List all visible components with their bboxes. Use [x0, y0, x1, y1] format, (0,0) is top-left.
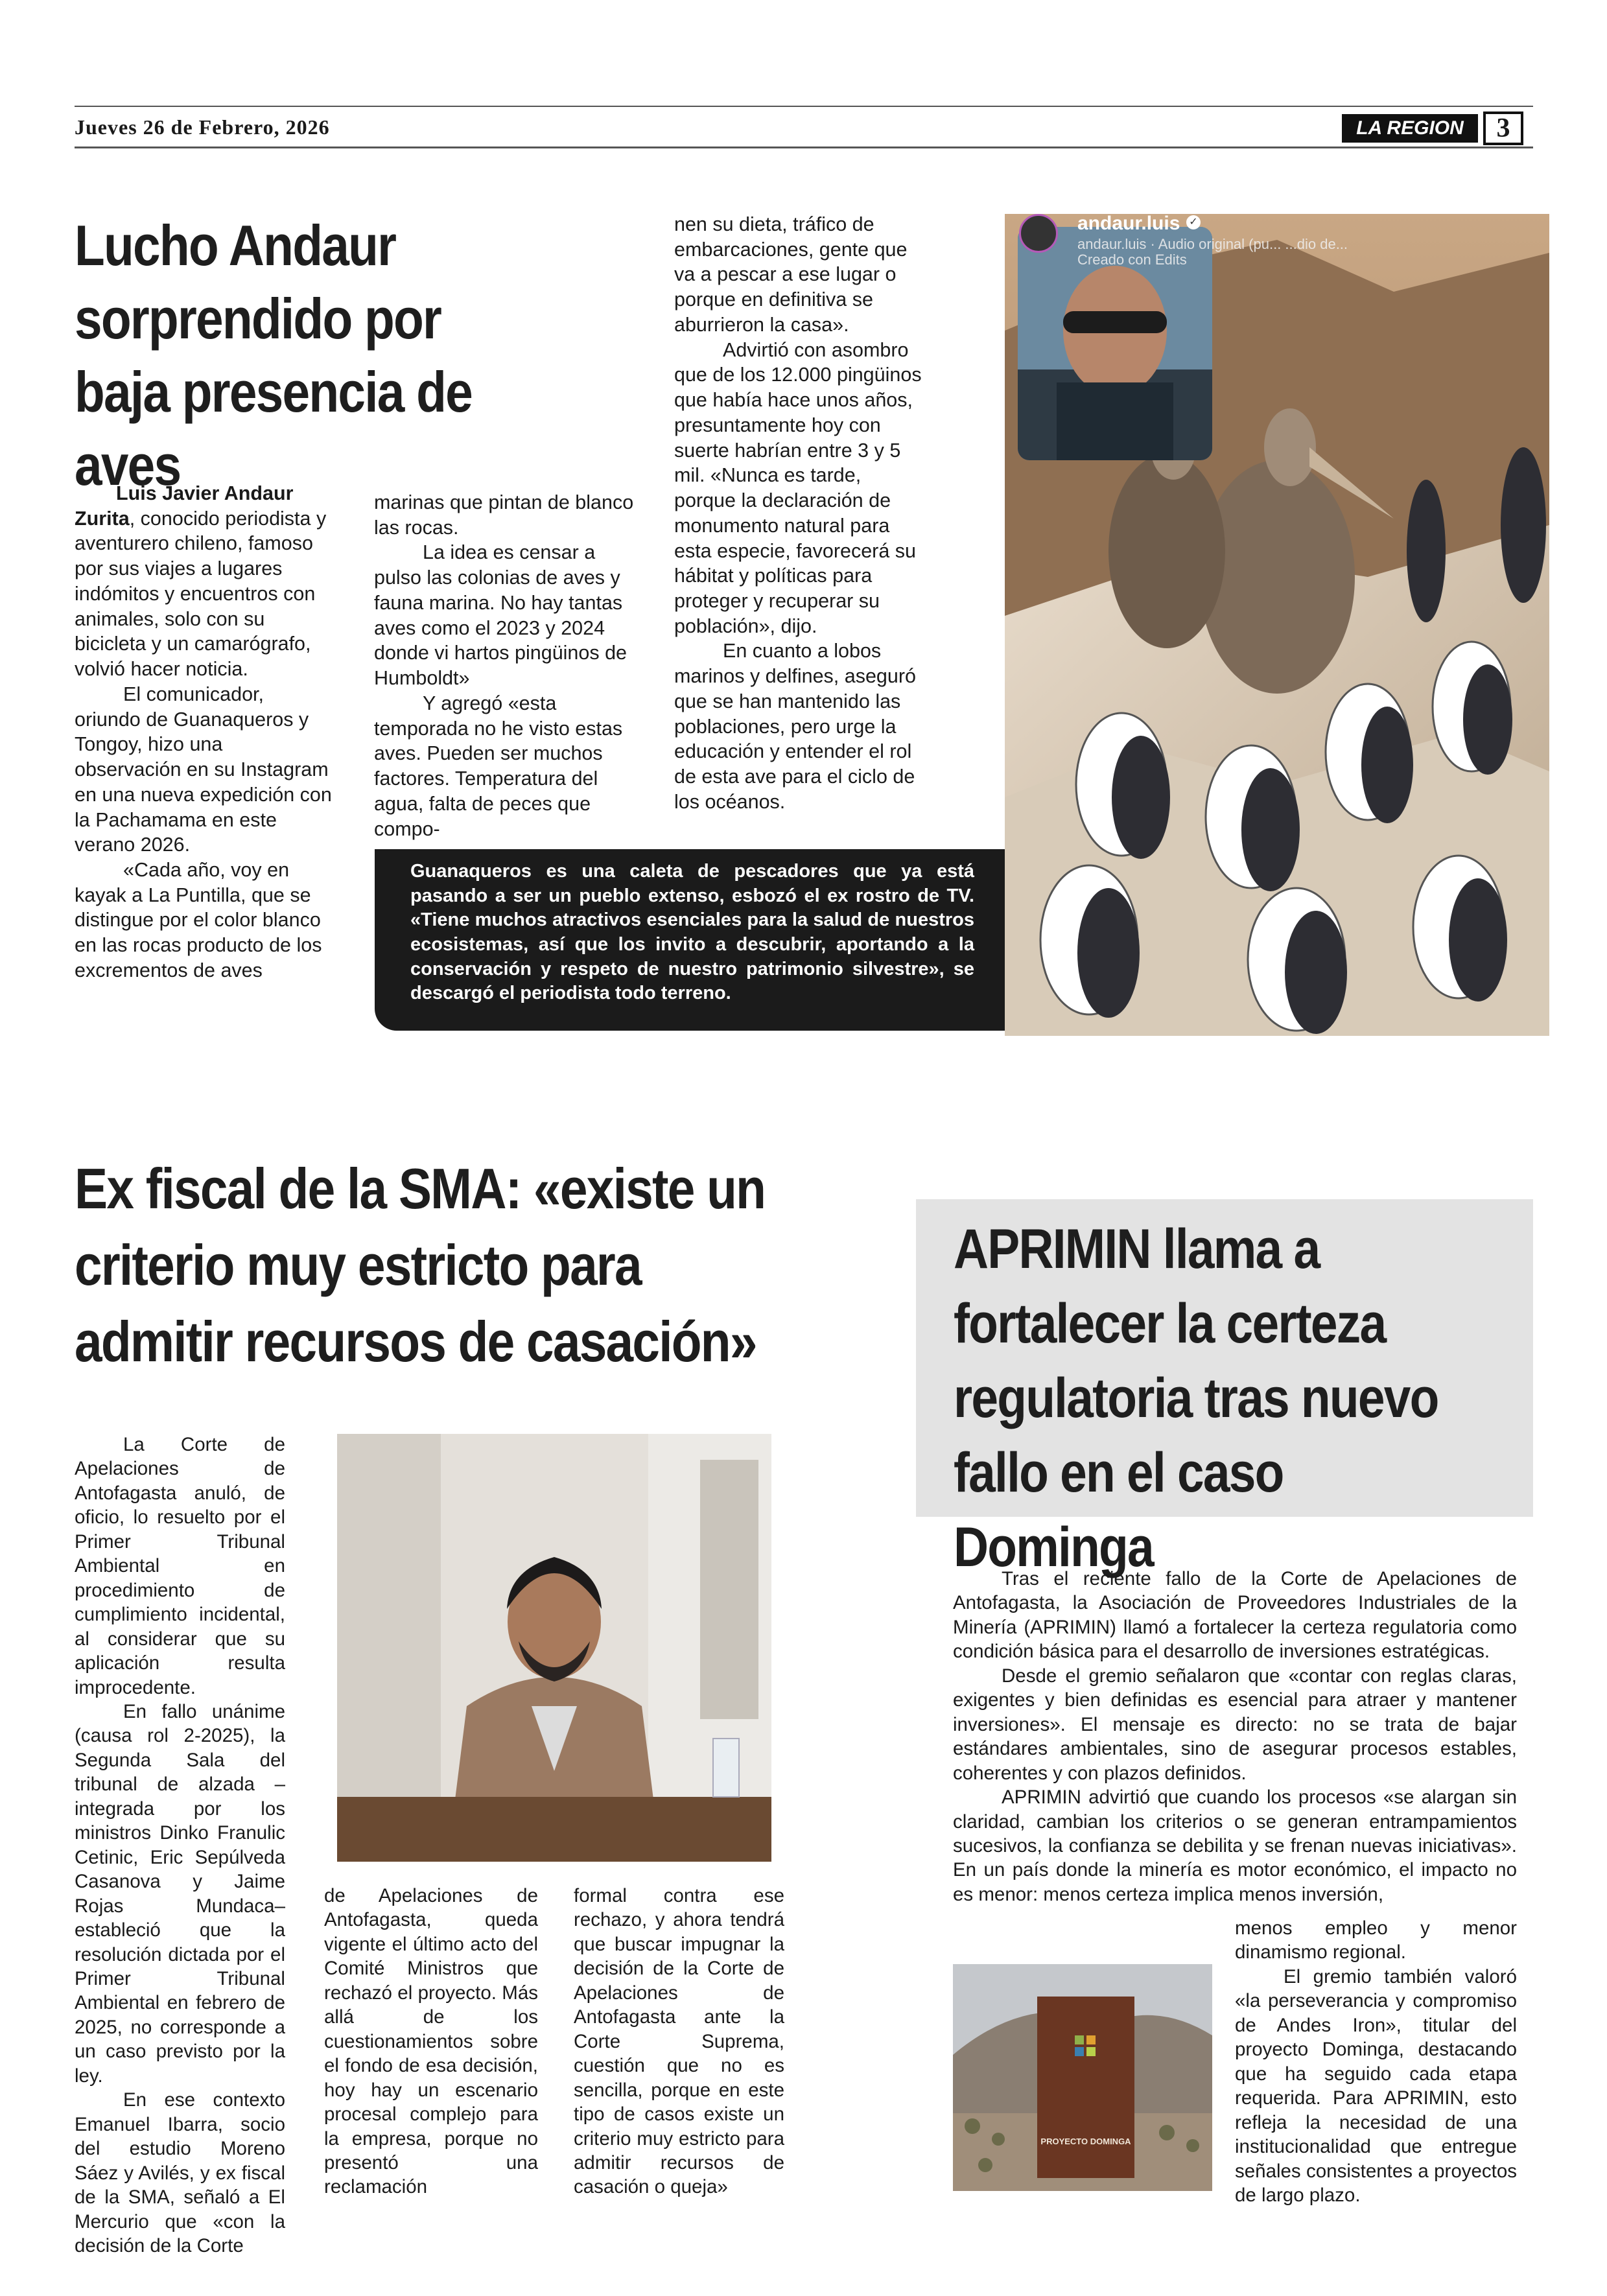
paragraph: Y agregó «esta temporada no he visto estas aves. Pueden ser muchos factores. Temperatura del agua, falta de peces que compo-: [374, 692, 623, 840]
paragraph: Tras el reciente fallo de la Corte de Apelaciones de Antofagasta, la Asociación de Proveedores Industriales de la Minería (APRIMIN) llamó a fortalecer la certeza regulatoria como condición básica para el desarrollo de inversiones estratégicas.: [953, 1568, 1517, 1663]
paragraph: En cuanto a lobos marinos y delfines, aseguró que se han mantenido las poblaciones, pero urge la educación y entender el rol de esta ave para el ciclo de los océanos.: [674, 640, 916, 813]
title-line: sorprendido por: [75, 287, 441, 351]
instagram-username[interactable]: andaur.luis: [1077, 214, 1180, 234]
article-sma-col2: [324, 1884, 538, 2199]
paragraph-text: , conocido periodista y aventurero chileno, famoso por sus viajes a lugares indómitos y encuentros con animales, solo con su bicicleta y un camarógrafo, volvió hacer noticia.: [75, 507, 327, 681]
header-bottom-rule: [75, 146, 1533, 148]
paragraph: nen su dieta, tráfico de embarcaciones, gente que va a pescar a ese lugar o porque en definitiva se aburrieron la casa».: [674, 213, 908, 336]
birds-photo: [1005, 214, 1549, 1036]
article-andaur-col1: [75, 481, 334, 983]
title-line: admitir recursos de casación»: [75, 1309, 757, 1374]
paragraph: [75, 481, 334, 682]
highlight-text: Guanaqueros es una caleta de pescadores que ya está pasando a ser un pueblo extenso, esbozó el ex rostro de TV. «Tiene muchos atractivos esenciales para la salud de nuestros ecosistemas, así que los invito a descubrir, aportando a la conservación y respeto de nuestro patrimonio silvestre», se descargó el periodista todo terreno.: [410, 861, 974, 1004]
dominga-sign-text: PROYECTO DOMINGA: [1040, 2137, 1131, 2146]
title-line: Ex fiscal de la SMA: «existe un: [75, 1156, 766, 1221]
verified-icon: ✓: [1186, 215, 1201, 229]
paragraph: de Apelaciones de Antofagasta, queda vigente el último acto del Comité Ministros que rechazó el proyecto. Más allá de los cuestionamientos sobre el fondo de esa decisión, hoy hay un escenario procesal complejo para la empresa, porque no presentó una reclamación: [324, 1885, 538, 2198]
article-sma-col3: [574, 1884, 784, 2199]
article-andaur-highlight: [375, 849, 1005, 1031]
paragraph: La Corte de Apelaciones de Antofagasta anuló, de oficio, lo resuelto por el Primer Tribunal Ambiental en procedimiento de cumplimiento incidental, al considerar que su aplicación resulta improcedente.: [75, 1434, 285, 1698]
header-top-rule: [75, 106, 1533, 107]
paragraph: Advirtió con asombro que de los 12.000 pingüinos que había hace unos años, presuntamente hoy con suerte habrían entre 3 y 5 mil. «Nunca es tarde, porque la declaración de monumento natural para esta especie, favorecerá su hábitat y políticas para proteger y recuperar su población», dijo.: [674, 338, 922, 637]
paragraph: «Cada año, voy en kayak a La Puntilla, que se distingue por el color blanco en las rocas producto de los excrementos de aves: [75, 859, 322, 981]
paragraph: formal contra ese rechazo, y ahora tendrá que buscar impugnar la decisión de la Corte de Apelaciones de Antofagasta ante la Corte Suprema, cuestión que no es sencilla, porque en este tipo de casos existe un criterio muy estricto para admitir recursos de casación o queja»: [574, 1885, 784, 2198]
dominga-photo: [953, 1964, 1212, 2191]
byline-name: Zurita: [75, 507, 130, 530]
dominga-photo-illustration: [953, 1964, 1212, 2191]
article-aprimin-title-box: [916, 1199, 1533, 1578]
article-sma-col1: [75, 1433, 285, 2258]
paragraph: En ese contexto Emanuel Ibarra, socio del estudio Moreno Sáez y Avilés, y ex fiscal de la SMA, señaló a El Mercurio que «con la decisión de la Corte: [75, 2089, 285, 2256]
article-sma-title: [75, 1151, 853, 1380]
title-line: baja presencia de aves: [75, 360, 472, 497]
page-number: 3: [1483, 111, 1523, 145]
paragraph: En fallo unánime (causa rol 2-2025), la Segunda Sala del tribunal de alzada –integrada por los ministros Dinko Franulic Cetinic, Eric Sepúlveda Casanova y Jaime Rojas Mundaca– estableció que la resolución dictada por el Primer Tribunal Ambiental en febrero de 2025, no corresponde a un caso previsto por la ley.: [75, 1700, 285, 2087]
paragraph: menos empleo y menor dinamismo regional.: [1235, 1917, 1517, 1963]
title-line: regulatoria tras nuevo: [954, 1367, 1438, 1429]
instagram-avatar[interactable]: [1019, 214, 1058, 253]
byline-name: Luis Javier Andaur: [116, 482, 294, 504]
article-andaur-col3: [674, 212, 927, 815]
article-andaur-col2: [374, 490, 637, 841]
article-andaur-title: [75, 209, 582, 502]
ibarra-photo: [337, 1434, 771, 1862]
title-line: fallo en el caso Dominga: [954, 1442, 1284, 1578]
instagram-created-label: Creado con Edits: [1077, 252, 1187, 268]
newspaper-logo: LA REGION: [1342, 114, 1478, 143]
paragraph: El gremio también valoró «la perseverancia y compromiso de Andes Iron», titular del proyecto Dominga, destacando que ha seguido cada etapa requerida. Para APRIMIN, esto refleja la necesidad de una institucionalidad que entregue señales consistentes a proyectos de largo plazo.: [1235, 1965, 1517, 2206]
title-line: Lucho Andaur: [75, 213, 396, 277]
paragraph: APRIMIN advirtió que cuando los procesos «se alargan sin claridad, cambian los criterios o se generan entrampamientos sucesivos, la confianza se debilita y se frenan nuevas iniciativas». En un país donde la minería es motor económico, el impacto no es menor: menos certeza implica menos inversión,: [953, 1786, 1517, 1905]
instagram-audio-label: andaur.luis · Audio original (pu... ...dio de...: [1077, 236, 1348, 252]
ibarra-photo-illustration: [337, 1434, 771, 1862]
title-line: APRIMIN llama a: [954, 1218, 1320, 1280]
header-date: Jueves 26 de Febrero, 2026: [75, 115, 330, 139]
title-line: fortalecer la certeza: [954, 1293, 1386, 1355]
article-aprimin-title: [954, 1212, 1495, 1585]
article-aprimin-body-narrow: [1235, 1916, 1517, 2207]
paragraph: Desde el gremio señalaron que «contar con reglas claras, exigentes y bien definidas es esencial para atraer y mantener inversiones». El mensaje es directo: no se trata de bajar estándares ambientales, sino de asegurar procesos estables, coherentes y con plazos definidos.: [953, 1665, 1517, 1784]
paragraph: El comunicador, oriundo de Guanaqueros y Tongoy, hizo una observación en su Instagram en una nueva expedición con la Pachamama en este verano 2026.: [75, 683, 332, 856]
article-aprimin-body: [953, 1567, 1517, 1906]
paragraph: marinas que pintan de blanco las rocas.: [374, 491, 634, 539]
paragraph: La idea es censar a pulso las colonias de aves y fauna marina. No hay tantas aves como el 2023 y 2024 donde vi hartos pingüinos de Humboldt»: [374, 541, 628, 690]
title-line: criterio muy estricto para: [75, 1233, 641, 1297]
